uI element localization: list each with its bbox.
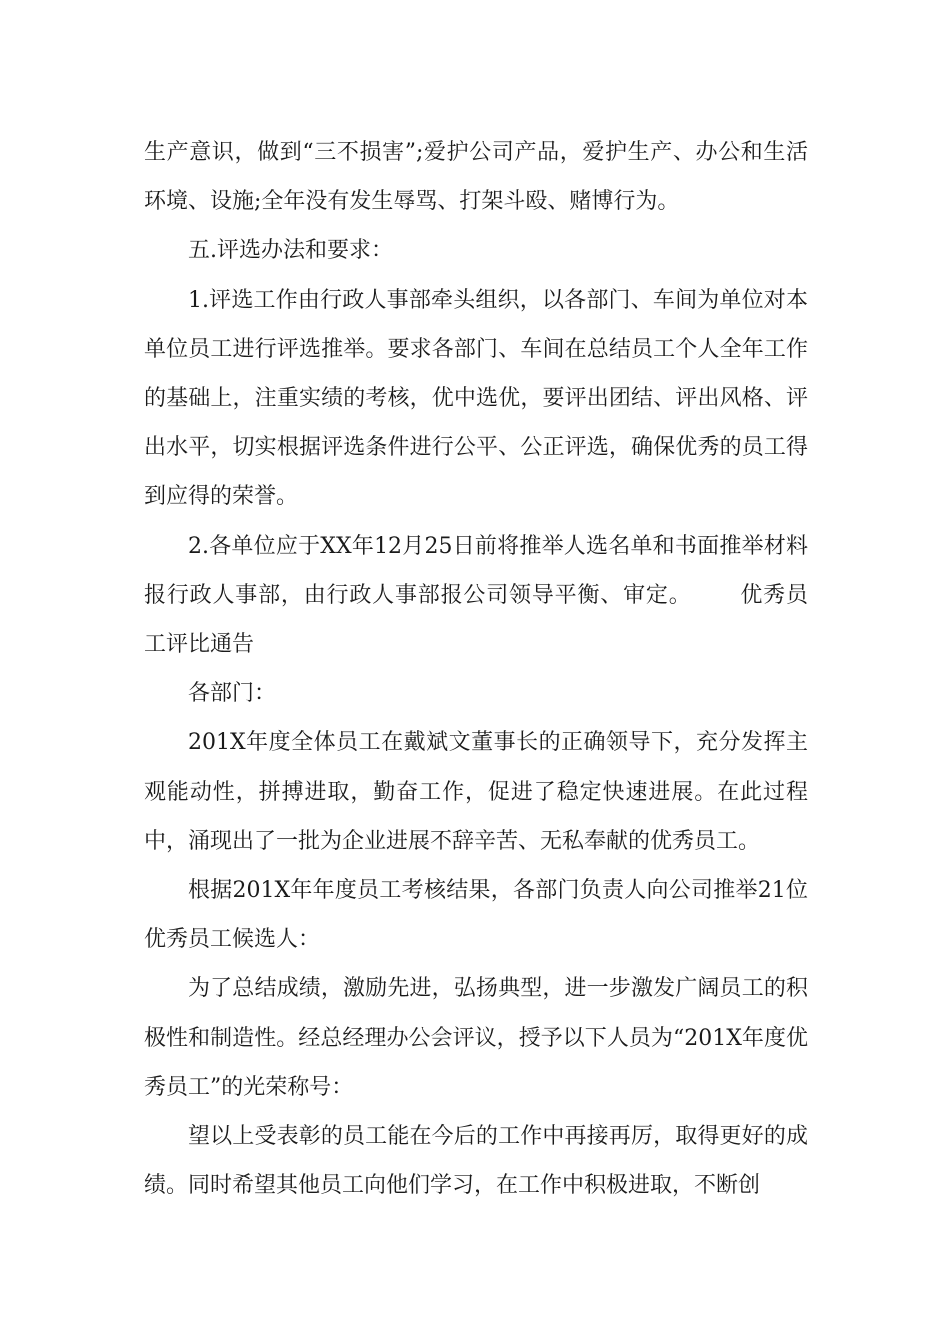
salutation: 各部门： [188,681,277,707]
paragraph-continuation: 生产意识，做到“三不损害”;爱护公司产品，爱护生产、办公和生活环境、设施;全年没有发生辱骂、打架斗殴、赌博行为。 [144,140,808,215]
paragraph-body-3: 为了总结成绩，激励先进，弘扬典型，进一步激发广阔员工的积极性和制造性。经总经理办公会评议，授予以下人员为“201X年度优秀员工”的光荣称号： [144,976,808,1100]
paragraph-item-2-text: 2.各单位应于XX年12月25日前将推举人选名单和书面推举材料报行政人事部，由行政人事部报公司领导平衡、审定。 [144,533,808,608]
paragraph-body-2: 根据201X年年度员工考核结果，各部门负责人向公司推举21位优秀员工候选人： [144,878,808,953]
notice-title: 优秀员工评比通告 [144,582,808,658]
paragraph-item-1: 1.评选工作由行政人事部牵头组织，以各部门、车间为单位对本单位员工进行评选推举。要求各部门、车间在总结员工个人全年工作的基础上，注重实绩的考核，优中选优，要评出团结、评出风格、评出水平，切实根据评选条件进行公平、公正评选，确保优秀的员工得到应得的荣誉。 [144,287,808,510]
paragraph-item-2 [144,522,808,670]
paragraph-body-4: 望以上受表彰的员工能在今后的工作中再接再厉，取得更好的成绩。同时希望其他员工向他们学习，在工作中积极进取，不断创 [144,1124,808,1199]
document-body [144,128,808,1210]
paragraph-body-1: 201X年度全体员工在戴斌文董事长的正确领导下，充分发挥主观能动性，拼搏进取，勤奋工作，促进了稳定快速进展。在此过程中，涌现出了一批为企业进展不辞辛苦、无私奉献的优秀员工。 [144,730,808,854]
section-heading-5: 五.评选办法和要求： [188,238,393,264]
